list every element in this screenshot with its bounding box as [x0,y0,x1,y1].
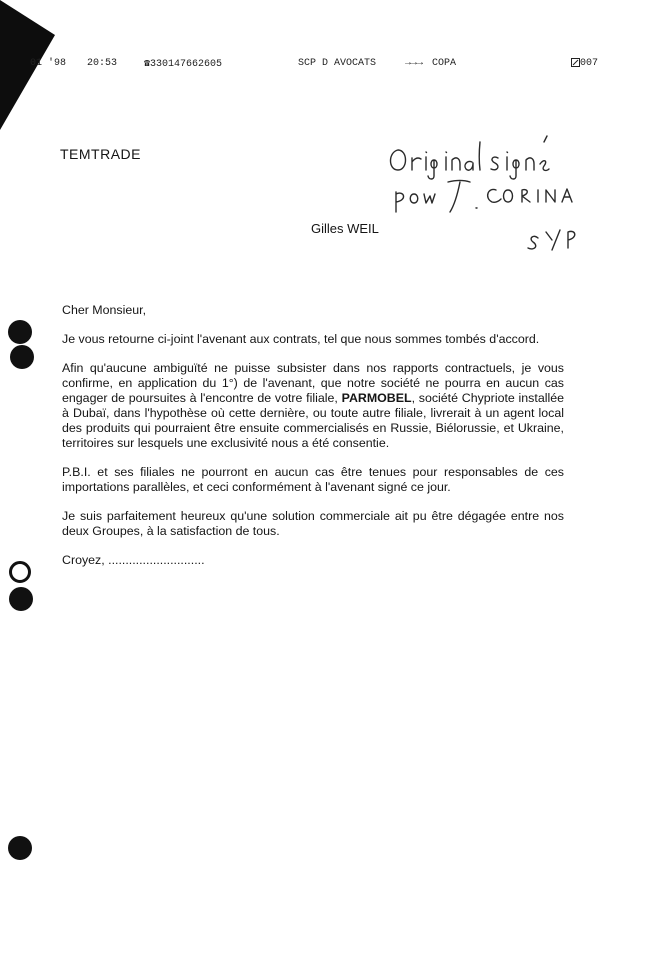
paragraph-2-start: Afin qu'aucune ambiguïté ne puisse subsister dans nos rapports contractuels, je vous confirme, en application du 1°) de l'avenant, que notre société ne pourra en aucun cas engager de poursuites à l'encontre de votre filiale, [62,361,564,405]
fax-sender: SCP D AVOCATS [298,58,377,69]
fax-destination: COPA [432,58,457,69]
paragraph-2-end: , société Chypriote installée à Dubaï, dans l'hypothèse où cette dernière, ou toute autre filiale, livrerait à un agent local des produits qui pourraient être ensuite commercialisés en Russie, Biélorussie, et Ukraine, territoires sur lesquels une exclusivité nous a été consentie. [62,391,564,450]
fax-page [571,58,599,70]
punch-hole [10,345,34,369]
page-counter-icon [571,58,580,67]
fax-page-number: 007 [580,58,599,69]
fax-phone: ☎330147662605 [144,59,223,70]
letter-body [62,303,564,582]
paragraph-3: P.B.I. et ses filiales ne pourront en aucun cas être tenues pour responsables de ces importations parallèles, et ceci conformément à l'avenant signé ce jour. [62,465,564,494]
company-name: TEMTRADE [60,146,141,162]
recipient-name: Gilles WEIL [311,221,379,236]
handwritten-annotation [380,130,610,270]
fax-arrow: →→→ [405,58,424,69]
paragraph-1: Je vous retourne ci-joint l'avenant aux contrats, tel que nous sommes tombés d'accord. [62,332,540,346]
paragraph-4: Je suis parfaitement heureux qu'une solution commerciale ait pu être dégagée entre nos deux Groupes, à la satisfaction de tous. [62,509,564,538]
fax-time: 20:53 [87,58,118,69]
punch-hole [9,587,33,611]
salutation: Cher Monsieur, [62,303,147,317]
fax-header [0,58,645,74]
punch-hole [8,320,32,344]
paragraph-2 [62,361,564,451]
subsidiary-name: PARMOBEL [341,391,412,405]
punch-hole [8,836,32,860]
punch-hole [9,561,31,583]
fax-date: 01 '98 [30,58,67,69]
closing: Croyez, ............................ [62,553,205,567]
